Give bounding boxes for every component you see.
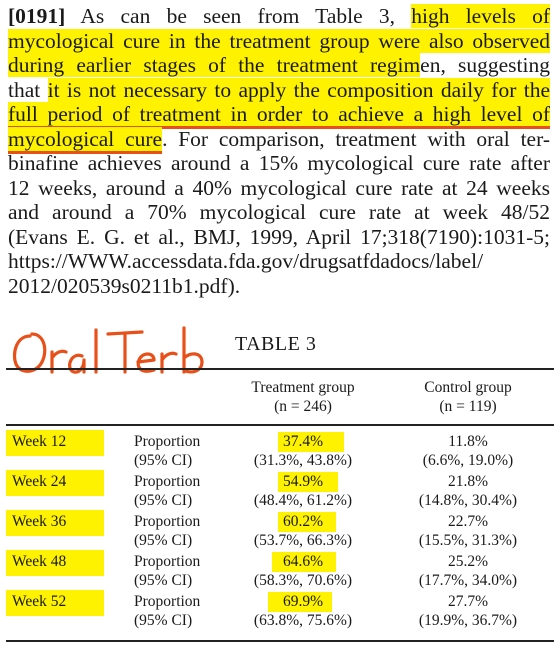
treatment-ci: (48.4%, 61.2%) bbox=[253, 492, 353, 509]
text-span: en, suggesting bbox=[420, 53, 550, 77]
week-label-box bbox=[6, 550, 104, 576]
para-line-11: https://WWW.accessdata.fda.gov/drugsatfdadocs/label/ bbox=[8, 249, 484, 273]
treatment-proportion: 37.4% bbox=[282, 433, 324, 450]
control-proportion: 22.7% bbox=[447, 513, 489, 530]
row-label-ci: (95% CI) bbox=[134, 492, 193, 509]
treatment-proportion: 54.9% bbox=[282, 473, 324, 490]
highlighted-text: mycological cure in the treatment group were also observed bbox=[8, 28, 550, 53]
control-ci: (6.6%, 19.0%) bbox=[422, 452, 514, 469]
underlined-highlighted-text: mycological cure bbox=[8, 126, 163, 151]
control-proportion: 11.8% bbox=[448, 433, 488, 450]
week-label-box bbox=[6, 470, 104, 496]
row-label-ci: (95% CI) bbox=[134, 612, 193, 629]
control-ci: (14.8%, 30.4%) bbox=[418, 492, 518, 509]
para-line-1 bbox=[8, 4, 550, 29]
row-label-proportion: Proportion bbox=[134, 433, 201, 450]
highlighted-text: during earlier stages of the treatment regim bbox=[8, 53, 421, 77]
para-line-10: (Evans E. G. et al., BMJ, 1999, April 17;318(7190):1031-5; bbox=[8, 224, 550, 249]
row-label-ci: (95% CI) bbox=[134, 532, 193, 549]
week-label: Week 36 bbox=[12, 513, 67, 530]
paragraph-0191 bbox=[8, 4, 550, 298]
control-proportion: 25.2% bbox=[447, 553, 489, 570]
table-title: TABLE 3 bbox=[235, 333, 317, 355]
control-proportion: 27.7% bbox=[447, 593, 489, 610]
treatment-proportion: 60.2% bbox=[282, 513, 324, 530]
week-label: Week 12 bbox=[12, 433, 67, 450]
row-label-ci: (95% CI) bbox=[134, 452, 193, 469]
week-label: Week 24 bbox=[12, 473, 67, 490]
control-ci: (19.9%, 36.7%) bbox=[418, 612, 518, 629]
header-control-group: Control group bbox=[424, 379, 512, 396]
row-label-proportion: Proportion bbox=[134, 553, 201, 570]
para-line-12: 2012/020539s0211b1.pdf). bbox=[8, 273, 241, 298]
row-label-proportion: Proportion bbox=[134, 513, 201, 530]
treatment-ci: (58.3%, 70.6%) bbox=[253, 572, 353, 589]
header-control-n: (n = 119) bbox=[439, 398, 497, 415]
para-line-8: 12 weeks, around a 40% mycological cure rate at 24 weeks bbox=[8, 175, 550, 200]
para-line-5 bbox=[8, 102, 550, 127]
table-bottom-rule bbox=[6, 640, 554, 642]
text-span: that bbox=[8, 77, 48, 102]
treatment-proportion: 69.9% bbox=[282, 593, 324, 610]
underlined-highlighted-text: full period of treatment in order to achieve a high level of bbox=[8, 102, 550, 126]
underlined-highlighted-text: it is not necessary to apply the composition daily for the bbox=[47, 77, 550, 102]
header-treatment-group: Treatment group bbox=[251, 379, 355, 396]
para-line-7: binafine achieves around a 15% mycological cure rate after bbox=[8, 151, 550, 175]
week-label-box bbox=[6, 590, 104, 616]
week-label: Week 48 bbox=[12, 553, 67, 570]
week-label: Week 52 bbox=[12, 593, 67, 610]
paragraph-number: [0191] bbox=[8, 4, 66, 28]
header-treatment-n: (n = 246) bbox=[274, 398, 332, 415]
control-ci: (17.7%, 34.0%) bbox=[418, 572, 518, 589]
para-line-3 bbox=[8, 53, 550, 78]
handwritten-annotation-oral-terb bbox=[8, 322, 218, 380]
table-header-rule bbox=[6, 424, 554, 426]
treatment-ci: (63.8%, 75.6%) bbox=[253, 612, 353, 629]
para-line-4 bbox=[8, 78, 550, 103]
highlighted-text: high levels of bbox=[411, 4, 550, 28]
treatment-ci: (53.7%, 66.3%) bbox=[253, 532, 353, 549]
treatment-proportion: 64.6% bbox=[282, 553, 324, 570]
week-label-box bbox=[6, 510, 104, 536]
row-label-proportion: Proportion bbox=[134, 593, 201, 610]
control-proportion: 21.8% bbox=[447, 473, 489, 490]
para-line-9: and around a 70% mycological cure rate at week 48/52 bbox=[8, 200, 550, 224]
week-label-box bbox=[6, 430, 104, 456]
treatment-ci: (31.3%, 43.8%) bbox=[253, 452, 353, 469]
text-span: . For comparison, treatment with oral ter- bbox=[162, 126, 550, 151]
row-label-ci: (95% CI) bbox=[134, 572, 193, 589]
text-span: As can be seen from Table 3, bbox=[65, 4, 412, 28]
para-line-2 bbox=[8, 29, 550, 54]
control-ci: (15.5%, 31.3%) bbox=[418, 532, 518, 549]
row-label-proportion: Proportion bbox=[134, 473, 201, 490]
table-top-rule bbox=[6, 368, 554, 370]
para-line-6 bbox=[8, 127, 550, 152]
